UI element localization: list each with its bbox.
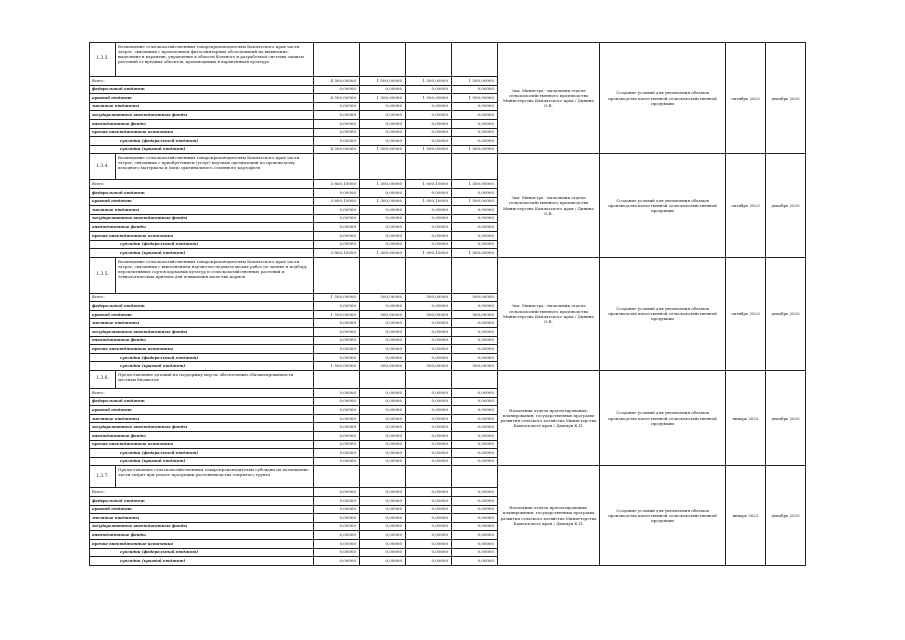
amount-cell: 0,00000 <box>314 85 360 94</box>
amount-cell: 0,00000 <box>314 231 360 240</box>
measure-code: 1.3.4. <box>90 154 116 180</box>
amount-cell: 1 500,00000 <box>452 77 498 86</box>
amount-cell: 1 500,00000 <box>452 94 498 103</box>
budget-table <box>89 42 806 566</box>
amount-cell: 1 300,00000 <box>360 180 406 189</box>
funding-source-label: внебюджетные фонды <box>90 531 314 540</box>
amount-cell: 4 500,00000 <box>314 94 360 103</box>
funding-source-label: федеральный бюджет <box>90 397 314 406</box>
amount-cell: 4 500,00000 <box>314 77 360 86</box>
amount-cell: 0,00000 <box>406 514 452 523</box>
amount-cell: 500,00000 <box>406 362 452 371</box>
funding-source-label: государственные внебюджетные фонды <box>90 423 314 432</box>
amount-cell: 0,00000 <box>406 397 452 406</box>
amount-cell: 0,00000 <box>314 214 360 223</box>
responsible-person: Зам. Министра - начальник отдела сельскохозяйственного производства Министерства Камчатского края / Динина О.В. <box>498 43 600 154</box>
amount-cell: 0,00000 <box>406 302 452 311</box>
empty-cell <box>452 371 498 389</box>
funding-source-label: федеральный бюджет <box>90 85 314 94</box>
document-sheet <box>89 42 805 566</box>
measure-description: Возмещение сельскохозяйственным товаропроизводителям Камчатского края части затрат, связанных с приобретением (услуг) научных организаций по производству исходного материала и (или) оригинального семенного картофеля <box>116 154 314 180</box>
funding-source-label: краевой бюджет <box>90 310 314 319</box>
start-date: октябрь 2023 <box>726 257 766 370</box>
funding-source-label: краевой бюджет <box>90 94 314 103</box>
amount-cell: 0,00000 <box>314 389 360 398</box>
amount-cell: 1 500,00000 <box>406 77 452 86</box>
amount-cell: 0,00000 <box>360 423 406 432</box>
amount-cell: 0,00000 <box>406 240 452 249</box>
table-body <box>90 43 806 566</box>
amount-cell: 0,00000 <box>314 514 360 523</box>
funding-source-label: краевой бюджет <box>90 406 314 415</box>
amount-cell: 0,00000 <box>452 188 498 197</box>
amount-cell: 0,00000 <box>360 406 406 415</box>
funding-source-label: прочие внебюджетные источники <box>90 440 314 449</box>
funding-source-label: государственные внебюджетные фонды <box>90 328 314 337</box>
measure-description: Возмещение сельскохозяйственным товаропроизводителям Камчатского края части затрат, связанных с проведением фитосанитарных обследований на выявление, выделение в карантин, управление в области больного и разработкой системы защиты растений от вредных объектов, производимых в карантинной культуре <box>116 43 314 77</box>
empty-cell <box>452 466 498 488</box>
amount-cell: 0,00000 <box>452 336 498 345</box>
funding-source-label: местные бюджеты <box>90 102 314 111</box>
amount-cell: 0,00000 <box>452 531 498 540</box>
amount-cell: 1 300,00000 <box>360 249 406 258</box>
amount-cell: 0,00000 <box>406 557 452 566</box>
amount-cell: 0,00000 <box>360 488 406 497</box>
amount-cell: 1 500,00000 <box>406 145 452 154</box>
expected-result: Создание условий для увеличения объемов производства качественной сельскохозяйственной продукции <box>600 43 726 154</box>
amount-cell: 4 500,00000 <box>314 145 360 154</box>
amount-cell: 0,00000 <box>406 522 452 531</box>
start-date: октябрь 2023 <box>726 154 766 257</box>
amount-cell: 0,00000 <box>360 345 406 354</box>
amount-cell: 0,00000 <box>360 214 406 223</box>
amount-cell: 0,00000 <box>360 319 406 328</box>
start-date: январь 2023 <box>726 466 766 565</box>
funding-source-label: субсидии (федеральный бюджет) <box>90 137 314 146</box>
amount-cell: 0,00000 <box>360 432 406 441</box>
amount-cell: 0,00000 <box>452 206 498 215</box>
amount-cell: 0,00000 <box>360 522 406 531</box>
amount-cell: 0,00000 <box>452 440 498 449</box>
empty-cell <box>452 154 498 180</box>
amount-cell: 500,00000 <box>360 310 406 319</box>
amount-cell: 0,00000 <box>360 223 406 232</box>
measure-code: 1.3.5. <box>90 257 116 293</box>
amount-cell: 1 500,00000 <box>452 197 498 206</box>
amount-cell: 0,00000 <box>406 188 452 197</box>
funding-source-label: Всего: <box>90 180 314 189</box>
funding-source-label: местные бюджеты <box>90 319 314 328</box>
amount-cell: 0,00000 <box>360 548 406 557</box>
empty-cell <box>406 43 452 77</box>
amount-cell: 0,00000 <box>406 539 452 548</box>
amount-cell: 0,00000 <box>452 432 498 441</box>
amount-cell: 0,00000 <box>360 496 406 505</box>
funding-source-label: Всего: <box>90 293 314 302</box>
amount-cell: 1 500,00000 <box>314 293 360 302</box>
amount-cell: 0,00000 <box>406 319 452 328</box>
amount-cell: 0,00000 <box>406 414 452 423</box>
start-date: январь 2023 <box>726 371 766 466</box>
funding-source-label: местные бюджеты <box>90 514 314 523</box>
amount-cell: 0,00000 <box>452 522 498 531</box>
expected-result: Создание условий для увеличения объемов производства качественной сельскохозяйственной продукции <box>600 154 726 257</box>
amount-cell: 0,00000 <box>452 231 498 240</box>
amount-cell: 1 000,10000 <box>406 249 452 258</box>
amount-cell: 500,00000 <box>406 310 452 319</box>
amount-cell: 0,00000 <box>406 423 452 432</box>
measure-code: 1.3.6. <box>90 371 116 389</box>
end-date: декабрь 2025 <box>766 257 806 370</box>
funding-source-label: прочие внебюджетные источники <box>90 231 314 240</box>
measure-description: Возмещение сельскохозяйственным товаропроизводителям Камчатского края части затрат, связанных с выполнением научно-исследовательских работ по оценке и подбору перспективных сортов кормовых культур и сельскохозяйственных растений и технологических приемов для повышения качества кормов <box>116 257 314 293</box>
empty-cell <box>314 371 360 389</box>
amount-cell: 0,00000 <box>406 102 452 111</box>
amount-cell: 0,00000 <box>314 319 360 328</box>
amount-cell: 0,00000 <box>406 457 452 466</box>
amount-cell: 0,00000 <box>314 449 360 458</box>
amount-cell: 0,00000 <box>452 514 498 523</box>
amount-cell: 0,00000 <box>452 488 498 497</box>
amount-cell: 1 500,00000 <box>360 94 406 103</box>
amount-cell: 0,00000 <box>314 302 360 311</box>
funding-source-label: Всего: <box>90 488 314 497</box>
amount-cell: 0,00000 <box>314 423 360 432</box>
funding-source-label: субсидии (краевой бюджет) <box>90 457 314 466</box>
amount-cell: 0,00000 <box>452 389 498 398</box>
amount-cell: 0,00000 <box>360 336 406 345</box>
amount-cell: 0,00000 <box>360 397 406 406</box>
amount-cell: 0,00000 <box>452 319 498 328</box>
amount-cell: 0,00000 <box>360 328 406 337</box>
amount-cell: 0,00000 <box>314 353 360 362</box>
start-date: октябрь 2023 <box>726 43 766 154</box>
measure-code: 1.3.7. <box>90 466 116 488</box>
amount-cell: 0,00000 <box>452 102 498 111</box>
amount-cell: 0,00000 <box>314 505 360 514</box>
amount-cell: 0,00000 <box>314 457 360 466</box>
amount-cell: 3 800,10000 <box>314 249 360 258</box>
empty-cell <box>406 154 452 180</box>
end-date: декабрь 2025 <box>766 43 806 154</box>
amount-cell: 0,00000 <box>406 214 452 223</box>
amount-cell: 0,00000 <box>406 505 452 514</box>
amount-cell: 0,00000 <box>314 397 360 406</box>
amount-cell: 0,00000 <box>360 505 406 514</box>
amount-cell: 0,00000 <box>452 353 498 362</box>
amount-cell: 0,00000 <box>406 389 452 398</box>
block-header-row <box>90 43 806 77</box>
funding-source-label: внебюджетные фонды <box>90 223 314 232</box>
amount-cell: 0,00000 <box>314 137 360 146</box>
amount-cell: 0,00000 <box>314 345 360 354</box>
amount-cell: 0,00000 <box>452 496 498 505</box>
funding-source-label: субсидии (федеральный бюджет) <box>90 353 314 362</box>
amount-cell: 0,00000 <box>314 557 360 566</box>
amount-cell: 500,00000 <box>452 310 498 319</box>
funding-source-label: субсидии (федеральный бюджет) <box>90 240 314 249</box>
amount-cell: 0,00000 <box>452 557 498 566</box>
empty-cell <box>360 154 406 180</box>
amount-cell: 3 800,10000 <box>314 180 360 189</box>
amount-cell: 0,00000 <box>314 488 360 497</box>
amount-cell: 0,00000 <box>452 119 498 128</box>
amount-cell: 1 500,00000 <box>314 310 360 319</box>
amount-cell: 0,00000 <box>406 440 452 449</box>
amount-cell: 0,00000 <box>360 102 406 111</box>
amount-cell: 0,00000 <box>406 128 452 137</box>
amount-cell: 0,00000 <box>360 111 406 120</box>
funding-source-label: внебюджетные фонды <box>90 432 314 441</box>
amount-cell: 0,00000 <box>452 345 498 354</box>
amount-cell: 0,00000 <box>406 488 452 497</box>
amount-cell: 0,00000 <box>452 240 498 249</box>
amount-cell: 0,00000 <box>314 432 360 441</box>
funding-source-label: субсидии (федеральный бюджет) <box>90 449 314 458</box>
funding-source-label: краевой бюджет <box>90 505 314 514</box>
funding-source-label: Всего: <box>90 77 314 86</box>
measure-description: Предоставление сельскохозяйственным товаропроизводителям субсидии на возмещение части затрат при уплате продукции растениеводства открытого грунта <box>116 466 314 488</box>
amount-cell: 0,00000 <box>406 206 452 215</box>
amount-cell: 0,00000 <box>314 539 360 548</box>
block-header-row <box>90 466 806 488</box>
amount-cell: 500,00000 <box>452 362 498 371</box>
amount-cell: 1 500,00000 <box>452 249 498 258</box>
amount-cell: 0,00000 <box>406 432 452 441</box>
amount-cell: 0,00000 <box>360 440 406 449</box>
expected-result: Создание условий для увеличения объемов производства качественной сельскохозяйственной продукции <box>600 257 726 370</box>
amount-cell: 0,00000 <box>452 137 498 146</box>
amount-cell: 0,00000 <box>360 414 406 423</box>
empty-cell <box>406 371 452 389</box>
amount-cell: 1 000,10000 <box>406 180 452 189</box>
amount-cell: 0,00000 <box>406 496 452 505</box>
funding-source-label: государственные внебюджетные фонды <box>90 214 314 223</box>
amount-cell: 0,00000 <box>452 406 498 415</box>
amount-cell: 1 300,00000 <box>360 197 406 206</box>
funding-source-label: субсидии (краевой бюджет) <box>90 362 314 371</box>
amount-cell: 3 800,10000 <box>314 197 360 206</box>
empty-cell <box>360 257 406 293</box>
amount-cell: 1 500,00000 <box>452 145 498 154</box>
funding-source-label: прочие внебюджетные источники <box>90 539 314 548</box>
amount-cell: 0,00000 <box>360 389 406 398</box>
amount-cell: 0,00000 <box>314 548 360 557</box>
amount-cell: 0,00000 <box>406 328 452 337</box>
amount-cell: 0,00000 <box>360 240 406 249</box>
amount-cell: 0,00000 <box>360 128 406 137</box>
amount-cell: 0,00000 <box>452 397 498 406</box>
amount-cell: 0,00000 <box>452 223 498 232</box>
amount-cell: 0,00000 <box>406 449 452 458</box>
amount-cell: 0,00000 <box>314 328 360 337</box>
funding-source-label: субсидии (краевой бюджет) <box>90 145 314 154</box>
amount-cell: 0,00000 <box>452 505 498 514</box>
funding-source-label: Всего: <box>90 389 314 398</box>
block-header-row <box>90 154 806 180</box>
block-header-row <box>90 257 806 293</box>
amount-cell: 500,00000 <box>360 293 406 302</box>
amount-cell: 0,00000 <box>314 128 360 137</box>
amount-cell: 0,00000 <box>452 111 498 120</box>
end-date: декабрь 2025 <box>766 466 806 565</box>
amount-cell: 0,00000 <box>452 539 498 548</box>
amount-cell: 0,00000 <box>360 85 406 94</box>
amount-cell: 0,00000 <box>452 302 498 311</box>
amount-cell: 0,00000 <box>406 85 452 94</box>
amount-cell: 0,00000 <box>406 137 452 146</box>
amount-cell: 0,00000 <box>406 531 452 540</box>
amount-cell: 1 500,00000 <box>360 77 406 86</box>
amount-cell: 0,00000 <box>314 336 360 345</box>
empty-cell <box>452 43 498 77</box>
amount-cell: 1 500,00000 <box>406 94 452 103</box>
amount-cell: 0,00000 <box>314 111 360 120</box>
amount-cell: 1 500,00000 <box>360 145 406 154</box>
amount-cell: 0,00000 <box>360 539 406 548</box>
empty-cell <box>360 466 406 488</box>
empty-cell <box>314 154 360 180</box>
amount-cell: 0,00000 <box>406 231 452 240</box>
amount-cell: 500,00000 <box>406 293 452 302</box>
amount-cell: 0,00000 <box>360 457 406 466</box>
funding-source-label: краевой бюджет <box>90 197 314 206</box>
amount-cell: 0,00000 <box>360 188 406 197</box>
funding-source-label: местные бюджеты <box>90 414 314 423</box>
funding-source-label: прочие внебюджетные источники <box>90 345 314 354</box>
amount-cell: 0,00000 <box>314 522 360 531</box>
amount-cell: 0,00000 <box>406 111 452 120</box>
amount-cell: 0,00000 <box>406 223 452 232</box>
amount-cell: 0,00000 <box>406 548 452 557</box>
empty-cell <box>406 257 452 293</box>
funding-source-label: прочие внебюджетные источники <box>90 128 314 137</box>
amount-cell: 0,00000 <box>406 353 452 362</box>
funding-source-label: субсидии (краевой бюджет) <box>90 249 314 258</box>
funding-source-label: федеральный бюджет <box>90 188 314 197</box>
amount-cell: 0,00000 <box>314 531 360 540</box>
amount-cell: 0,00000 <box>314 240 360 249</box>
empty-cell <box>360 43 406 77</box>
amount-cell: 0,00000 <box>360 514 406 523</box>
amount-cell: 0,00000 <box>406 345 452 354</box>
amount-cell: 0,00000 <box>360 557 406 566</box>
amount-cell: 0,00000 <box>452 85 498 94</box>
amount-cell: 0,00000 <box>360 231 406 240</box>
amount-cell: 0,00000 <box>314 188 360 197</box>
amount-cell: 0,00000 <box>452 414 498 423</box>
amount-cell: 0,00000 <box>452 423 498 432</box>
amount-cell: 0,00000 <box>314 414 360 423</box>
funding-source-label: государственные внебюджетные фонды <box>90 111 314 120</box>
end-date: декабрь 2025 <box>766 371 806 466</box>
amount-cell: 0,00000 <box>314 206 360 215</box>
empty-cell <box>360 371 406 389</box>
amount-cell: 0,00000 <box>314 119 360 128</box>
amount-cell: 0,00000 <box>406 336 452 345</box>
funding-source-label: внебюджетные фонды <box>90 336 314 345</box>
amount-cell: 1 500,00000 <box>452 180 498 189</box>
amount-cell: 0,00000 <box>452 457 498 466</box>
amount-cell: 0,00000 <box>360 353 406 362</box>
expected-result: Создание условий для увеличения объемов производства качественной сельскохозяйственной продукции <box>600 466 726 565</box>
amount-cell: 0,00000 <box>452 128 498 137</box>
amount-cell: 500,00000 <box>452 293 498 302</box>
funding-source-label: внебюджетные фонды <box>90 119 314 128</box>
amount-cell: 0,00000 <box>452 328 498 337</box>
amount-cell: 0,00000 <box>360 449 406 458</box>
responsible-person: Зам. Министра - начальник отдела сельскохозяйственного производства Министерства Камчатского края / Динина О.В. <box>498 257 600 370</box>
amount-cell: 500,00000 <box>360 362 406 371</box>
responsible-person: Начальник отдела прогнозирования, планирования, государственных программ развития сельского хозяйства Министерства Камчатского края / Дымчук К.П. <box>498 466 600 565</box>
amount-cell: 0,00000 <box>314 406 360 415</box>
amount-cell: 1 000,10000 <box>406 197 452 206</box>
empty-cell <box>314 257 360 293</box>
funding-source-label: местные бюджеты <box>90 206 314 215</box>
empty-cell <box>314 43 360 77</box>
empty-cell <box>314 466 360 488</box>
funding-source-label: федеральный бюджет <box>90 302 314 311</box>
amount-cell: 1 500,00000 <box>314 362 360 371</box>
amount-cell: 0,00000 <box>452 214 498 223</box>
empty-cell <box>452 257 498 293</box>
amount-cell: 0,00000 <box>406 406 452 415</box>
amount-cell: 0,00000 <box>360 531 406 540</box>
funding-source-label: федеральный бюджет <box>90 496 314 505</box>
amount-cell: 0,00000 <box>314 223 360 232</box>
amount-cell: 0,00000 <box>452 449 498 458</box>
responsible-person: Начальник отдела прогнозирования, планирования, государственных программ развития сельского хозяйства Министерства Камчатского края / Дымчук К.П. <box>498 371 600 466</box>
amount-cell: 0,00000 <box>314 102 360 111</box>
amount-cell: 0,00000 <box>360 302 406 311</box>
amount-cell: 0,00000 <box>360 137 406 146</box>
amount-cell: 0,00000 <box>314 496 360 505</box>
empty-cell <box>406 466 452 488</box>
amount-cell: 0,00000 <box>360 119 406 128</box>
responsible-person: Зам. Министра - начальник отдела сельскохозяйственного производства Министерства Камчатского края / Динина О.В. <box>498 154 600 257</box>
amount-cell: 0,00000 <box>406 119 452 128</box>
amount-cell: 0,00000 <box>314 440 360 449</box>
block-header-row <box>90 371 806 389</box>
end-date: декабрь 2025 <box>766 154 806 257</box>
amount-cell: 0,00000 <box>452 548 498 557</box>
measure-description: Предоставление дотаций на поддержку мер по обеспечению сбалансированности местных бюджетов <box>116 371 314 389</box>
expected-result: Создание условий для увеличения объемов производства качественной сельскохозяйственной продукции <box>600 371 726 466</box>
funding-source-label: государственные внебюджетные фонды <box>90 522 314 531</box>
funding-source-label: субсидии (краевой бюджет) <box>90 557 314 566</box>
measure-code: 1.3.3. <box>90 43 116 77</box>
amount-cell: 0,00000 <box>360 206 406 215</box>
funding-source-label: субсидии (федеральный бюджет) <box>90 548 314 557</box>
